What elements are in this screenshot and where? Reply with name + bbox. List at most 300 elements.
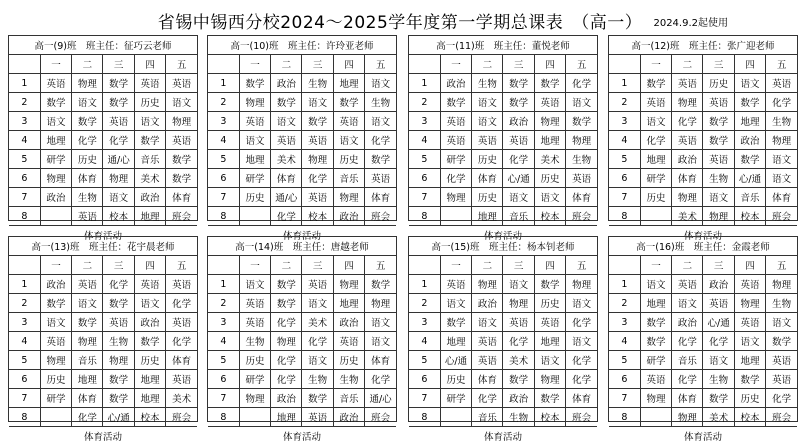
period-number: 4 (609, 332, 640, 351)
subject-cell: 化学 (166, 332, 197, 351)
subject-cell: 英语 (534, 313, 565, 332)
subject-cell: 数学 (640, 332, 671, 351)
period-row (409, 131, 597, 150)
period-row (609, 275, 797, 294)
subject-cell: 班会 (566, 408, 597, 427)
subject-cell: 数学 (103, 93, 134, 112)
subject-cell: 数学 (72, 112, 103, 131)
activity-footer: 体育活动 (208, 226, 396, 245)
period-number: 2 (609, 294, 640, 313)
subject-cell: 英语 (239, 294, 270, 313)
subject-cell: 音乐 (134, 150, 165, 169)
subject-cell: 研学 (40, 150, 71, 169)
subject-cell: 美术 (703, 408, 734, 427)
day-header: 三 (503, 256, 534, 275)
subject-cell: 生物 (766, 294, 797, 313)
schedule-table (9, 237, 197, 445)
period-row (9, 313, 197, 332)
subject-cell: 化学 (72, 131, 103, 150)
subject-cell: 语文 (134, 294, 165, 313)
subject-cell: 化学 (166, 294, 197, 313)
subject-cell: 生物 (566, 150, 597, 169)
period-row (208, 389, 396, 408)
class-header: 高一(10)班 班主任：许玲亚老师 (208, 36, 396, 55)
subject-cell: 物理 (766, 131, 797, 150)
period-row (208, 188, 396, 207)
subject-cell: 数学 (734, 150, 765, 169)
period-number: 3 (609, 112, 640, 131)
subject-cell: 历史 (333, 150, 364, 169)
day-header: 一 (640, 256, 671, 275)
subject-cell: 英语 (134, 74, 165, 93)
period-number: 8 (609, 408, 640, 427)
day-header: 五 (566, 55, 597, 74)
corner-cell (409, 55, 440, 74)
subject-cell: 历史 (472, 188, 503, 207)
subject-cell: 数学 (271, 93, 302, 112)
class-timetable (207, 35, 397, 221)
subject-cell: 化学 (566, 370, 597, 389)
subject-cell: 通/心 (271, 188, 302, 207)
subject-cell: 数学 (503, 370, 534, 389)
subject-cell: 心/通 (734, 169, 765, 188)
subject-cell: 数学 (166, 150, 197, 169)
subject-cell: 生物 (103, 332, 134, 351)
subject-cell: 语文 (271, 112, 302, 131)
day-header: 三 (103, 55, 134, 74)
subject-cell: 历史 (640, 188, 671, 207)
day-header: 一 (40, 55, 71, 74)
subject-cell: 英语 (672, 275, 703, 294)
effective-date: 2024.9.2起使用 (653, 14, 728, 29)
subject-cell (640, 207, 671, 226)
period-number: 3 (409, 313, 440, 332)
subject-cell: 政治 (440, 74, 471, 93)
period-row (208, 207, 396, 226)
subject-cell: 化学 (766, 93, 797, 112)
subject-cell: 物理 (365, 294, 396, 313)
subject-cell: 生物 (472, 74, 503, 93)
period-row (208, 150, 396, 169)
subject-cell: 政治 (134, 313, 165, 332)
subject-cell: 班会 (365, 207, 396, 226)
subject-cell: 化学 (703, 332, 734, 351)
subject-cell: 物理 (766, 275, 797, 294)
subject-cell: 体育 (566, 389, 597, 408)
period-number: 6 (409, 169, 440, 188)
period-number: 3 (9, 313, 40, 332)
period-row (409, 294, 597, 313)
day-header: 一 (239, 55, 270, 74)
subject-cell: 政治 (503, 389, 534, 408)
period-row (409, 112, 597, 131)
subject-cell: 地理 (472, 207, 503, 226)
subject-cell: 体育 (766, 188, 797, 207)
day-header: 五 (766, 256, 797, 275)
period-number: 7 (609, 389, 640, 408)
subject-cell: 英语 (302, 275, 333, 294)
period-row (9, 93, 197, 112)
period-number: 5 (409, 150, 440, 169)
subject-cell: 校本 (734, 207, 765, 226)
class-header: 高一(11)班 班主任：董悦老师 (409, 36, 597, 55)
subject-cell: 化学 (440, 169, 471, 188)
day-header: 五 (566, 256, 597, 275)
period-row (208, 93, 396, 112)
subject-cell: 语文 (472, 93, 503, 112)
subject-cell (239, 207, 270, 226)
subject-cell: 政治 (333, 207, 364, 226)
subject-cell: 校本 (302, 207, 333, 226)
subject-cell: 体育 (72, 169, 103, 188)
subject-cell: 语文 (333, 131, 364, 150)
class-timetable (8, 35, 198, 221)
subject-cell: 化学 (566, 313, 597, 332)
subject-cell: 体育 (166, 351, 197, 370)
subject-cell: 语文 (239, 131, 270, 150)
subject-cell: 语文 (365, 74, 396, 93)
subject-cell: 英语 (440, 131, 471, 150)
subject-cell: 历史 (239, 351, 270, 370)
subject-cell: 体育 (365, 188, 396, 207)
period-number: 4 (208, 131, 239, 150)
subject-cell: 物理 (103, 169, 134, 188)
period-number: 6 (409, 370, 440, 389)
period-number: 6 (9, 169, 40, 188)
subject-cell: 地理 (640, 294, 671, 313)
subject-cell: 语文 (440, 294, 471, 313)
subject-cell: 地理 (72, 370, 103, 389)
day-header: 四 (134, 256, 165, 275)
subject-cell: 物理 (239, 389, 270, 408)
subject-cell: 物理 (440, 188, 471, 207)
subject-cell: 研学 (239, 169, 270, 188)
period-row (609, 351, 797, 370)
day-header: 三 (703, 256, 734, 275)
subject-cell: 数学 (166, 169, 197, 188)
subject-cell: 数学 (103, 389, 134, 408)
subject-cell: 政治 (134, 188, 165, 207)
period-row (208, 332, 396, 351)
subject-cell: 数学 (302, 389, 333, 408)
subject-cell: 数学 (271, 294, 302, 313)
subject-cell: 通/心 (365, 389, 396, 408)
subject-cell: 化学 (271, 370, 302, 389)
subject-cell: 物理 (472, 275, 503, 294)
period-row (609, 313, 797, 332)
day-header: 三 (302, 256, 333, 275)
subject-cell: 语文 (534, 351, 565, 370)
subject-cell: 语文 (302, 93, 333, 112)
subject-cell: 语文 (640, 112, 671, 131)
period-number: 4 (9, 131, 40, 150)
period-number: 4 (208, 332, 239, 351)
period-number: 6 (208, 169, 239, 188)
day-header: 三 (503, 55, 534, 74)
period-number: 1 (609, 74, 640, 93)
period-row (208, 169, 396, 188)
subject-cell: 语文 (103, 188, 134, 207)
subject-cell: 英语 (166, 275, 197, 294)
subject-cell: 历史 (40, 370, 71, 389)
subject-cell: 研学 (640, 169, 671, 188)
subject-cell (440, 207, 471, 226)
subject-cell: 数学 (503, 74, 534, 93)
subject-cell: 数学 (640, 313, 671, 332)
period-number: 8 (9, 408, 40, 427)
period-row (208, 131, 396, 150)
subject-cell: 英语 (766, 370, 797, 389)
subject-cell: 数学 (40, 294, 71, 313)
subject-cell: 音乐 (72, 351, 103, 370)
period-number: 3 (208, 313, 239, 332)
subject-cell: 语文 (640, 275, 671, 294)
subject-cell: 英语 (302, 131, 333, 150)
subject-cell (40, 408, 71, 427)
period-row (409, 150, 597, 169)
subject-cell: 研学 (440, 389, 471, 408)
period-row (609, 207, 797, 226)
activity-footer: 体育活动 (609, 427, 797, 445)
period-number: 1 (9, 275, 40, 294)
period-number: 7 (208, 389, 239, 408)
period-number: 5 (208, 150, 239, 169)
period-row (409, 370, 597, 389)
period-number: 7 (409, 389, 440, 408)
period-number: 1 (9, 74, 40, 93)
subject-cell: 语文 (239, 275, 270, 294)
corner-cell (208, 55, 239, 74)
subject-cell: 英语 (333, 112, 364, 131)
subject-cell: 英语 (134, 275, 165, 294)
day-header: 一 (640, 55, 671, 74)
subject-cell: 物理 (103, 351, 134, 370)
period-number: 5 (9, 150, 40, 169)
activity-footer: 体育活动 (609, 226, 797, 245)
period-number: 1 (409, 74, 440, 93)
subject-cell: 物理 (302, 150, 333, 169)
period-row (9, 408, 197, 427)
period-row (208, 112, 396, 131)
period-row (409, 313, 597, 332)
subject-cell: 生物 (703, 370, 734, 389)
period-row (9, 351, 197, 370)
subject-cell: 历史 (734, 389, 765, 408)
subject-cell: 政治 (472, 294, 503, 313)
schedule-table (609, 36, 797, 244)
subject-cell: 数学 (534, 275, 565, 294)
period-row (609, 408, 797, 427)
subject-cell: 体育 (472, 370, 503, 389)
subject-cell: 语文 (703, 188, 734, 207)
period-row (9, 131, 197, 150)
subject-cell: 化学 (566, 74, 597, 93)
subject-cell: 音乐 (472, 408, 503, 427)
subject-cell: 英语 (703, 93, 734, 112)
subject-cell: 语文 (672, 294, 703, 313)
subject-cell: 美术 (302, 313, 333, 332)
day-header: 五 (766, 55, 797, 74)
class-timetable (408, 35, 598, 221)
day-header: 三 (302, 55, 333, 74)
subject-cell: 物理 (566, 275, 597, 294)
subject-cell: 校本 (134, 408, 165, 427)
subject-cell: 校本 (534, 207, 565, 226)
class-timetable (8, 236, 198, 422)
period-row (208, 408, 396, 427)
subject-cell: 数学 (734, 370, 765, 389)
day-header: 五 (365, 55, 396, 74)
subject-cell: 班会 (166, 408, 197, 427)
period-number: 2 (9, 294, 40, 313)
day-header: 一 (440, 55, 471, 74)
subject-cell: 数学 (503, 93, 534, 112)
subject-cell: 体育 (72, 389, 103, 408)
subject-cell: 历史 (440, 370, 471, 389)
period-row (9, 332, 197, 351)
subject-cell: 数学 (103, 370, 134, 389)
subject-cell: 数学 (103, 294, 134, 313)
subject-cell: 英语 (566, 169, 597, 188)
activity-footer: 体育活动 (9, 226, 197, 245)
subject-cell: 化学 (103, 131, 134, 150)
corner-cell (208, 256, 239, 275)
period-row (409, 408, 597, 427)
period-number: 8 (409, 207, 440, 226)
subject-cell: 地理 (333, 294, 364, 313)
subject-cell: 英语 (734, 313, 765, 332)
subject-cell: 物理 (72, 332, 103, 351)
subject-cell: 政治 (703, 275, 734, 294)
period-row (609, 131, 797, 150)
subject-cell: 英语 (166, 370, 197, 389)
subject-cell: 数学 (365, 150, 396, 169)
subject-cell: 语文 (503, 188, 534, 207)
subject-cell: 英语 (734, 275, 765, 294)
subject-cell: 音乐 (333, 389, 364, 408)
class-timetable (608, 35, 798, 221)
subject-cell: 英语 (766, 351, 797, 370)
period-row (9, 294, 197, 313)
subject-cell: 语文 (734, 332, 765, 351)
period-number: 2 (409, 294, 440, 313)
subject-cell: 语文 (534, 188, 565, 207)
subject-cell: 英语 (503, 131, 534, 150)
subject-cell: 生物 (302, 74, 333, 93)
subject-cell: 化学 (672, 112, 703, 131)
subject-cell: 通/心 (103, 150, 134, 169)
period-number: 3 (9, 112, 40, 131)
subject-cell: 数学 (440, 93, 471, 112)
period-number: 4 (9, 332, 40, 351)
class-header: 高一(15)班 班主任：杨本钊老师 (409, 237, 597, 256)
subject-cell: 生物 (503, 408, 534, 427)
subject-cell: 政治 (333, 313, 364, 332)
subject-cell: 化学 (302, 332, 333, 351)
subject-cell: 生物 (239, 332, 270, 351)
period-row (9, 370, 197, 389)
subject-cell: 数学 (134, 332, 165, 351)
subject-cell: 生物 (703, 169, 734, 188)
subject-cell: 语文 (766, 150, 797, 169)
subject-cell: 地理 (271, 408, 302, 427)
subject-cell: 英语 (271, 131, 302, 150)
subject-cell: 物理 (166, 112, 197, 131)
period-row (9, 150, 197, 169)
period-number: 3 (409, 112, 440, 131)
day-header: 二 (271, 55, 302, 74)
subject-cell: 物理 (271, 332, 302, 351)
subject-cell: 美术 (503, 351, 534, 370)
subject-cell: 化学 (271, 351, 302, 370)
period-number: 6 (609, 169, 640, 188)
period-number: 1 (208, 275, 239, 294)
corner-cell (9, 55, 40, 74)
subject-cell: 政治 (333, 408, 364, 427)
period-row (609, 150, 797, 169)
period-row (609, 294, 797, 313)
day-header: 二 (72, 55, 103, 74)
subject-cell: 生物 (302, 370, 333, 389)
subject-cell: 语文 (40, 313, 71, 332)
period-number: 5 (9, 351, 40, 370)
day-header: 一 (440, 256, 471, 275)
period-number: 5 (409, 351, 440, 370)
day-header: 五 (166, 55, 197, 74)
period-row (609, 169, 797, 188)
subject-cell: 历史 (534, 169, 565, 188)
period-row (9, 275, 197, 294)
class-header: 高一(9)班 班主任：征巧云老师 (9, 36, 197, 55)
subject-cell: 生物 (365, 93, 396, 112)
subject-cell: 语文 (472, 112, 503, 131)
day-header: 二 (472, 256, 503, 275)
subject-cell: 政治 (672, 150, 703, 169)
subject-cell: 语文 (72, 294, 103, 313)
period-number: 5 (609, 150, 640, 169)
period-number: 2 (409, 93, 440, 112)
subject-cell: 地理 (40, 131, 71, 150)
period-number: 7 (9, 188, 40, 207)
period-number: 2 (609, 93, 640, 112)
period-row (9, 112, 197, 131)
subject-cell: 语文 (365, 313, 396, 332)
subject-cell: 体育 (271, 169, 302, 188)
subject-cell: 音乐 (333, 169, 364, 188)
period-number: 6 (9, 370, 40, 389)
period-number: 5 (609, 351, 640, 370)
subject-cell: 地理 (640, 150, 671, 169)
subject-cell: 化学 (566, 351, 597, 370)
subject-cell: 校本 (734, 408, 765, 427)
subject-cell: 地理 (734, 112, 765, 131)
subject-cell: 地理 (333, 74, 364, 93)
subject-cell: 物理 (40, 351, 71, 370)
subject-cell: 政治 (271, 74, 302, 93)
subject-cell: 班会 (166, 207, 197, 226)
day-header: 五 (365, 256, 396, 275)
subject-cell: 政治 (734, 131, 765, 150)
subject-cell: 美术 (271, 150, 302, 169)
subject-cell: 英语 (703, 294, 734, 313)
subject-cell: 数学 (534, 74, 565, 93)
subject-cell: 英语 (440, 275, 471, 294)
subject-cell: 美术 (672, 207, 703, 226)
activity-footer: 体育活动 (9, 427, 197, 445)
period-number: 7 (409, 188, 440, 207)
subject-cell: 历史 (134, 351, 165, 370)
subject-cell: 美术 (134, 169, 165, 188)
